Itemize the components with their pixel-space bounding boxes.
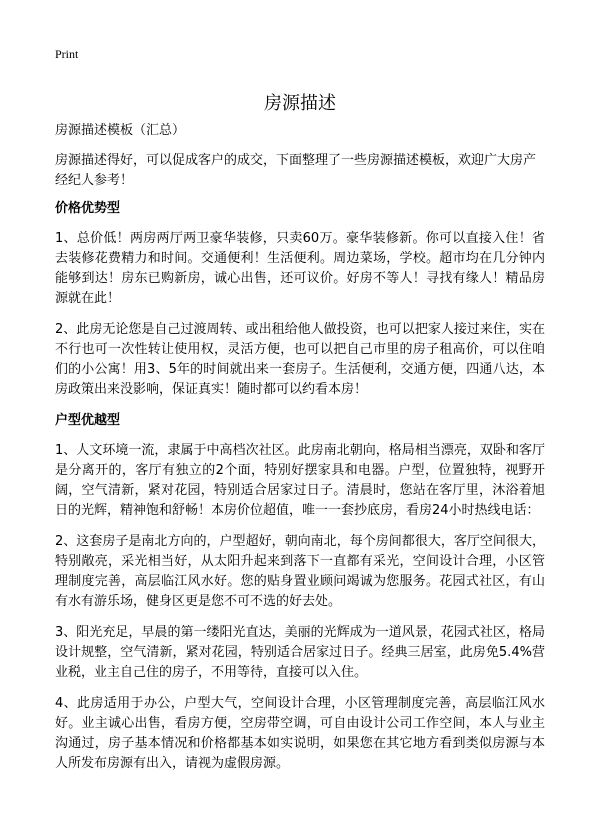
price-paragraph-1: 1、总价低！两房两厅两卫豪华装修，只卖60万。豪华装修新。你可以直接入住！省去装修花费精力和时间。交通便利！生活便利。周边菜场，学校。超市均在几分钟内能够到达！房东已购新房，诚心出售，还可议价。好房不等人！寻找有缘人！精品房源就在此！ [55,231,545,306]
print-label: Print [55,47,79,61]
section-heading-layout: 户型优越型 [55,413,121,428]
section-heading-price: 价格优势型 [55,201,121,216]
layout-paragraph-3: 3、阳光充足，早晨的第一缕阳光直达，美丽的光辉成为一道风景，花园式社区，格局设计规整，空气清新，紧对花园，特别适合居家过日子。经典三居室，此房免5.4%营业税，业主自己住的房子，不用等待，直接可以入住。 [55,625,545,680]
page-title: 房源描述 [264,93,336,115]
price-paragraph-2: 2、此房无论您是自己过渡周转、或出租给他人做投资，也可以把家人接过来住，实在不行也可一次性转让使用权，灵活方便，也可以把自己市里的房子租高价，可以住咱们的小公寓！用3、5年的时间就出来一套房子。生活便利，交通方便，四通八达，本房政策出来没影响，保证真实！随时都可以约看本房！ [55,322,545,397]
layout-paragraph-1: 1、人文环境一流，隶属于中高档次社区。此房南北朝向，格局相当漂亮，双卧和客厅是分离开的，客厅有独立的2个面，特别好摆家具和电器。户型，位置独特，视野开阔，空气清新，紧对花园，特别适合居家过日子。清晨时，您站在客厅里，沐浴着旭日的光辉，精神饱和舒畅！本房价位超值，唯一一套抄底房，看房24小时热线电话： [55,443,545,518]
document-subtitle: 房源描述模板（汇总） [55,123,186,138]
layout-paragraph-2: 2、这套房子是南北方向的，户型超好，朝向南北，每个房间都很大，客厅空间很大，特别敞亮，采光相当好，从太阳升起来到落下一直都有采光，空间设计合理，小区管理制度完善，高层临江风水好。您的贴身置业顾问竭诚为您服务。花园式社区，有山有水有游乐场，健身区更是您不可不选的好去处。 [55,534,545,609]
document-body [55,121,545,785]
layout-paragraph-4: 4、此房适用于办公，户型大气，空间设计合理，小区管理制度完善，高层临江风水好。业主诚心出售，看房方便，空房带空调，可自由设计公司工作空间，本人与业主沟通过，房子基本情况和价格都基本如实说明，如果您在其它地方看到类似房源与本人所发布房源有出入，请视为虚假房源。 [55,696,545,771]
intro-paragraph: 房源描述得好，可以促成客户的成交，下面整理了一些房源描述模板，欢迎广大房产经纪人参考！ [55,153,537,188]
